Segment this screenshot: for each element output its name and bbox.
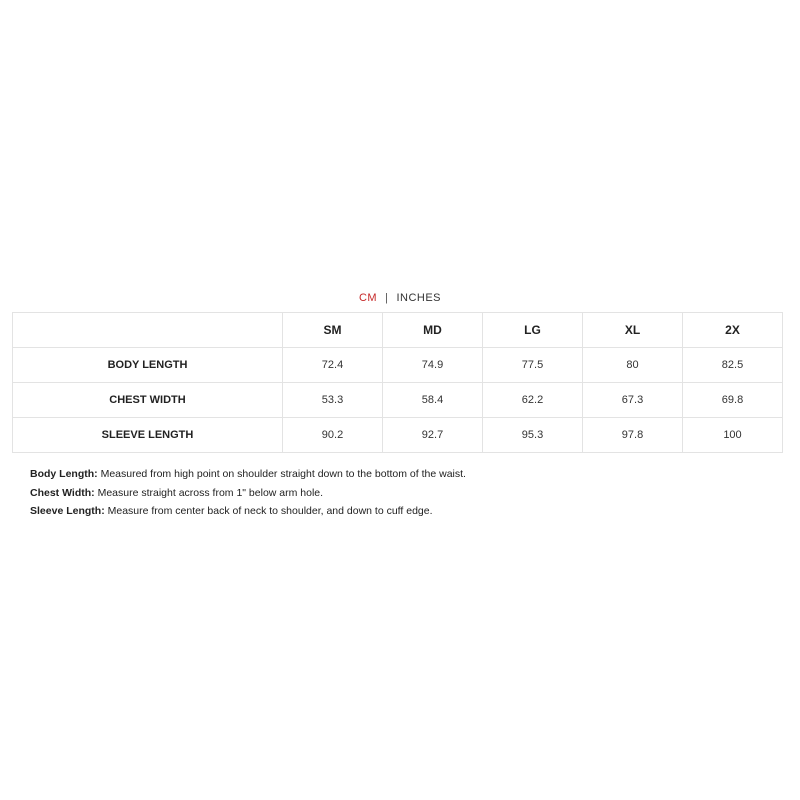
table-row — [13, 418, 783, 453]
header-size-2x: 2X — [683, 313, 783, 348]
header-size-xl: XL — [583, 313, 683, 348]
table-cell: 80 — [583, 348, 683, 383]
unit-cm-option[interactable]: CM — [358, 292, 378, 304]
table-row — [13, 383, 783, 418]
table-cell: 69.8 — [683, 383, 783, 418]
row-label-sleeve-length: SLEEVE LENGTH — [13, 418, 283, 453]
row-label-body-length: BODY LENGTH — [13, 348, 283, 383]
measurement-notes — [30, 465, 770, 521]
header-size-sm: SM — [283, 313, 383, 348]
table-cell: 62.2 — [483, 383, 583, 418]
note-text: Measured from high point on shoulder straight down to the bottom of the waist. — [97, 468, 466, 480]
table-row — [13, 348, 783, 383]
table-cell: 92.7 — [383, 418, 483, 453]
unit-toggle — [0, 292, 800, 304]
note-sleeve-length — [30, 502, 770, 521]
row-label-chest-width: CHEST WIDTH — [13, 383, 283, 418]
table-header-row — [13, 313, 783, 348]
note-text: Measure straight across from 1" below arm hole. — [94, 486, 324, 499]
unit-inches-option[interactable]: INCHES — [396, 292, 442, 304]
table-cell: 97.8 — [583, 418, 683, 453]
note-chest-width — [30, 484, 770, 503]
note-text: Measure from center back of neck to shoulder, and down to cuff edge. — [104, 505, 433, 517]
table-cell: 74.9 — [383, 348, 483, 383]
table-cell: 95.3 — [483, 418, 583, 453]
table-cell: 58.4 — [383, 383, 483, 418]
header-empty-cell — [13, 313, 283, 348]
note-term: Chest Width: — [30, 486, 95, 499]
table-cell: 72.4 — [283, 348, 383, 383]
header-size-md: MD — [383, 313, 483, 348]
unit-separator: | — [385, 292, 389, 304]
header-size-lg: LG — [483, 313, 583, 348]
table-cell: 67.3 — [583, 383, 683, 418]
note-term: Body Length: — [30, 468, 98, 480]
table-cell: 77.5 — [483, 348, 583, 383]
table-cell: 100 — [683, 418, 783, 453]
table-cell: 53.3 — [283, 383, 383, 418]
note-term: Sleeve Length: — [30, 505, 105, 517]
table-cell: 90.2 — [283, 418, 383, 453]
table-cell: 82.5 — [683, 348, 783, 383]
size-chart-table — [12, 312, 783, 453]
note-body-length — [30, 465, 770, 484]
